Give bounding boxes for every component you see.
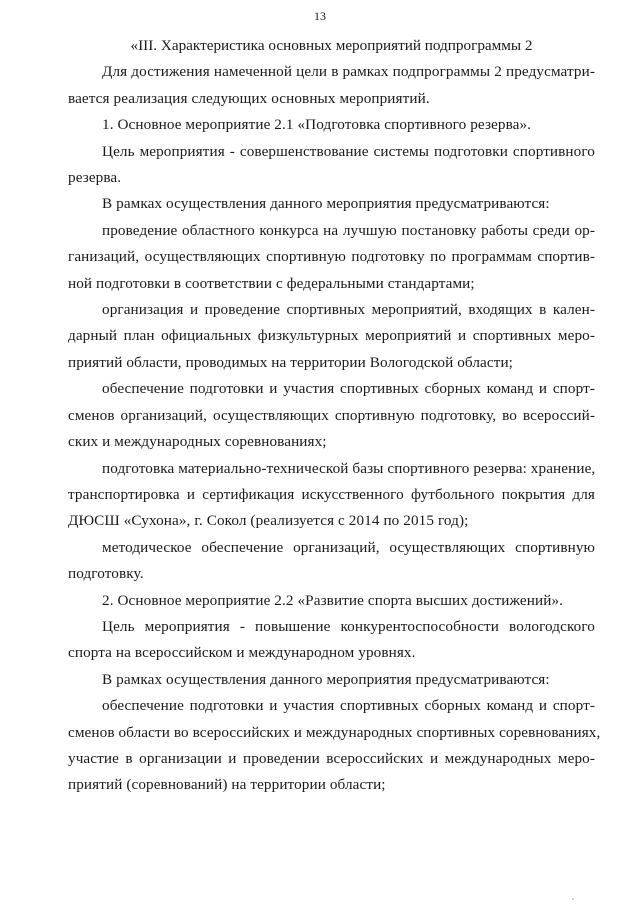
document-body [68, 33, 601, 799]
paragraph [68, 59, 595, 112]
text-line: подготовка материально-технической базы спортивного резерва: хранение, [102, 459, 596, 477]
text-line: 1. Основное мероприятие 2.1 «Подготовка спортивного резерва». [102, 116, 532, 134]
paragraph [68, 218, 595, 297]
paragraph [68, 297, 595, 376]
text-line: В рамках осуществления данного мероприятия предусматриваются: [102, 670, 550, 688]
text-line: Цель мероприятия - повышение конкурентоспособности вологодского [102, 617, 595, 635]
text-line: ной подготовки в соответствии с федеральными стандартами; [68, 274, 475, 292]
text-line: сменов области во всероссийских и международных спортивных соревнованиях, [68, 723, 601, 741]
paragraph [68, 667, 595, 693]
text-line: обеспечение подготовки и участия спортивных сборных команд и спорт- [102, 380, 595, 398]
text-line: организация и проведение спортивных мероприятий, входящих в кален- [102, 301, 595, 319]
text-line: ганизаций, осуществляющих спортивную подготовку по программам спортив- [68, 248, 595, 266]
text-line: ских и международных соревнованиях; [68, 433, 327, 451]
text-line: методическое обеспечение организаций, осуществляющих спортивную [102, 538, 595, 556]
text-line: ДЮСШ «Сухона», г. Сокол (реализуется с 2014 по 2015 год); [68, 512, 469, 530]
paragraph [68, 614, 595, 667]
text-line: резерва. [68, 169, 122, 187]
text-line: подготовку. [68, 565, 144, 583]
paragraph [68, 456, 595, 535]
text-line: приятий (соревнований) на территории области; [68, 776, 386, 794]
paragraph [68, 139, 595, 192]
page-number: 13 [314, 9, 326, 23]
text-line: В рамках осуществления данного мероприятия предусматриваются: [102, 195, 550, 213]
text-line: Цель мероприятия - совершенствование системы подготовки спортивного [102, 142, 595, 160]
paragraph [68, 588, 595, 614]
text-line: проведение областного конкурса на лучшую постановку работы среди ор- [102, 221, 595, 239]
text-line: 2. Основное мероприятие 2.2 «Развитие спорта высших достижений». [102, 591, 564, 609]
paragraph [68, 535, 595, 588]
text-line: обеспечение подготовки и участия спортивных сборных команд и спорт- [102, 697, 595, 715]
text-line: приятий области, проводимых на территории Вологодской области; [68, 353, 514, 371]
text-line: Для достижения намеченной цели в рамках подпрограммы 2 предусматри- [102, 63, 595, 81]
paragraph [68, 693, 601, 799]
section-heading: «III. Характеристика основных мероприятий подпрограммы 2 [130, 37, 533, 54]
text-line: сменов организаций, осуществляющих спортивную подготовку, во всероссий- [68, 406, 595, 424]
text-line: участие в организации и проведении всероссийских и международных меро- [68, 749, 595, 767]
scan-mark: , [572, 892, 574, 901]
text-line: транспортировка и сертификация искусственного футбольного покрытия для [68, 485, 595, 503]
text-line: спорта на всероссийском и международном уровнях. [68, 644, 416, 662]
text-line: дарный план официальных физкультурных мероприятий и спортивных меро- [68, 327, 595, 345]
paragraph [68, 376, 595, 455]
paragraph [68, 112, 595, 138]
text-line: вается реализация следующих основных мероприятий. [68, 89, 430, 107]
paragraph [68, 191, 595, 217]
